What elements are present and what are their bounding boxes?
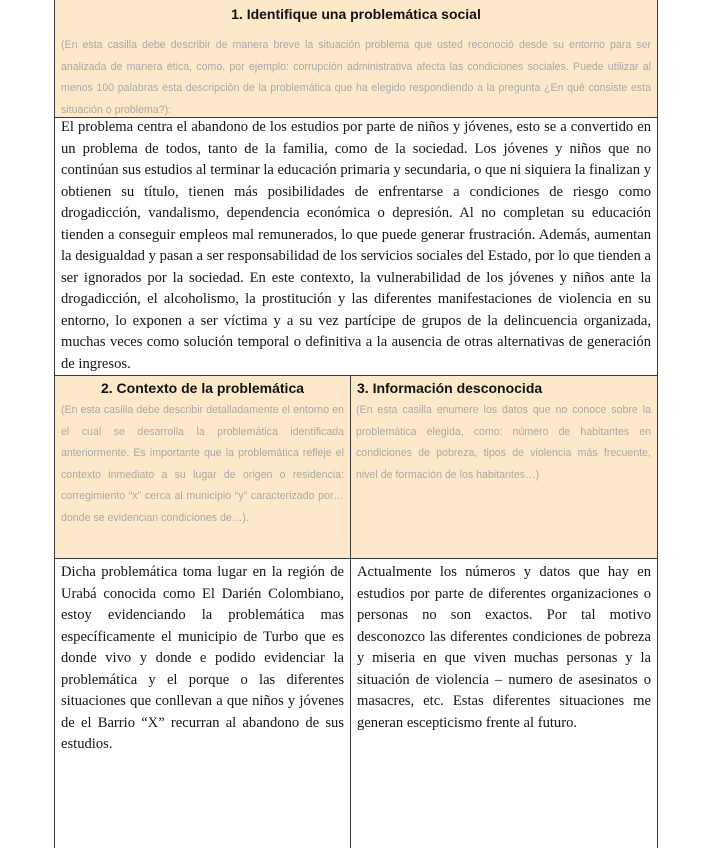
section1-instructions: (En esta casilla debe describir de manera breve la situación problema que usted reconoció desde su entorno para ser analizada de manera ética, como, por ejemplo: corrupción administrativa afecta las condiciones sociales. Puede utilizar al menos 100 palabras esta descripción de la problemática que ha elegido respondiendo a la pregunta ¿En qué consiste esta situación o problema?): [61,39,651,116]
section2-instructions: (En esta casilla debe describir detalladamente el entorno en el cual se desarrolla la problemática identificada anteriormente. Es importante que la problemática refleje el contexto inmediato a su lugar de origen o residencia: corregimiento “x” cerca al municipio “y” caracterizado por… donde se evidencian condiciones de…). [61,404,344,524]
section2-title: 2. Contexto de la problemática [100,380,305,396]
section3-instructions: (En esta casilla enumere los datos que no conoce sobre la problemática elegida, como: número de habitantes en condiciones de pobreza, tipos de violencia más frecuente, nivel de formación de los habitantes…) [356,404,651,481]
section1-title: 1. Identifique una problemática social [231,6,481,22]
section1-response: El problema centra el abandono de los estudios por parte de niños y jóvenes, esto se a convertido en un problema de todos, tanto de la familia, como de la sociedad. Los jóvenes y niños que no continúan sus estudios al terminar la educación primaria y secundaria, o que ni siquiera la finalizan y obtienen su título, tienen más posibilidades de enfrentarse a condiciones de riesgo como drogadicción, vandalismo, dependencia económica o depresión. Al no completan su educación tienden a conseguir empleos mal remunerados, lo que puede generar frustración. Además, aumentan la desigualdad y pasan a ser responsabilidad de los servicios sociales del Estado, por lo que tienden a ser ignorados por la sociedad. En este contexto, la vulnerabilidad de los jóvenes y niños ante la drogadicción, el alcoholismo, la prostitución y las diferentes manifestaciones de violencia en su entorno, lo exponen a ser víctima y a su vez partícipe de grupos de la delincuencia organizada, muchas veces como solución temporal o definitiva a la ausencia de otras alternativas de generación de ingresos. [61,119,651,372]
section3-header-cell [351,376,657,558]
column-divider [350,376,351,848]
section2-header-cell [55,376,350,558]
section2-response: Dicha problemática toma lugar en la región de Urabá conocida como El Darién Colombiano, estoy evidenciando la problemática mas específicamente el municipio de Turbo que es donde vivo y donde e podido evidenciar la problemática y el porque o las diferentes situaciones que conllevan a que niños y jóvenes de el Barrio “X” recurran al abandono de sus estudios. [61,564,344,752]
divider [55,558,657,559]
section3-title: 3. Información desconocida [357,380,543,396]
problem-table [54,0,658,848]
section3-response: Actualmente los números y datos que hay en estudios por parte de diferentes organizaciones o personas no son exactos. Por tal motivo desconozco las diferentes condiciones de pobreza y miseria en que viven muchas personas y la situación de violencia – numero de asesinatos o masacres, etc. Estas diferentes situaciones me generan escepticismo frente al futuro. [357,564,651,731]
section1-header-cell [55,0,657,117]
